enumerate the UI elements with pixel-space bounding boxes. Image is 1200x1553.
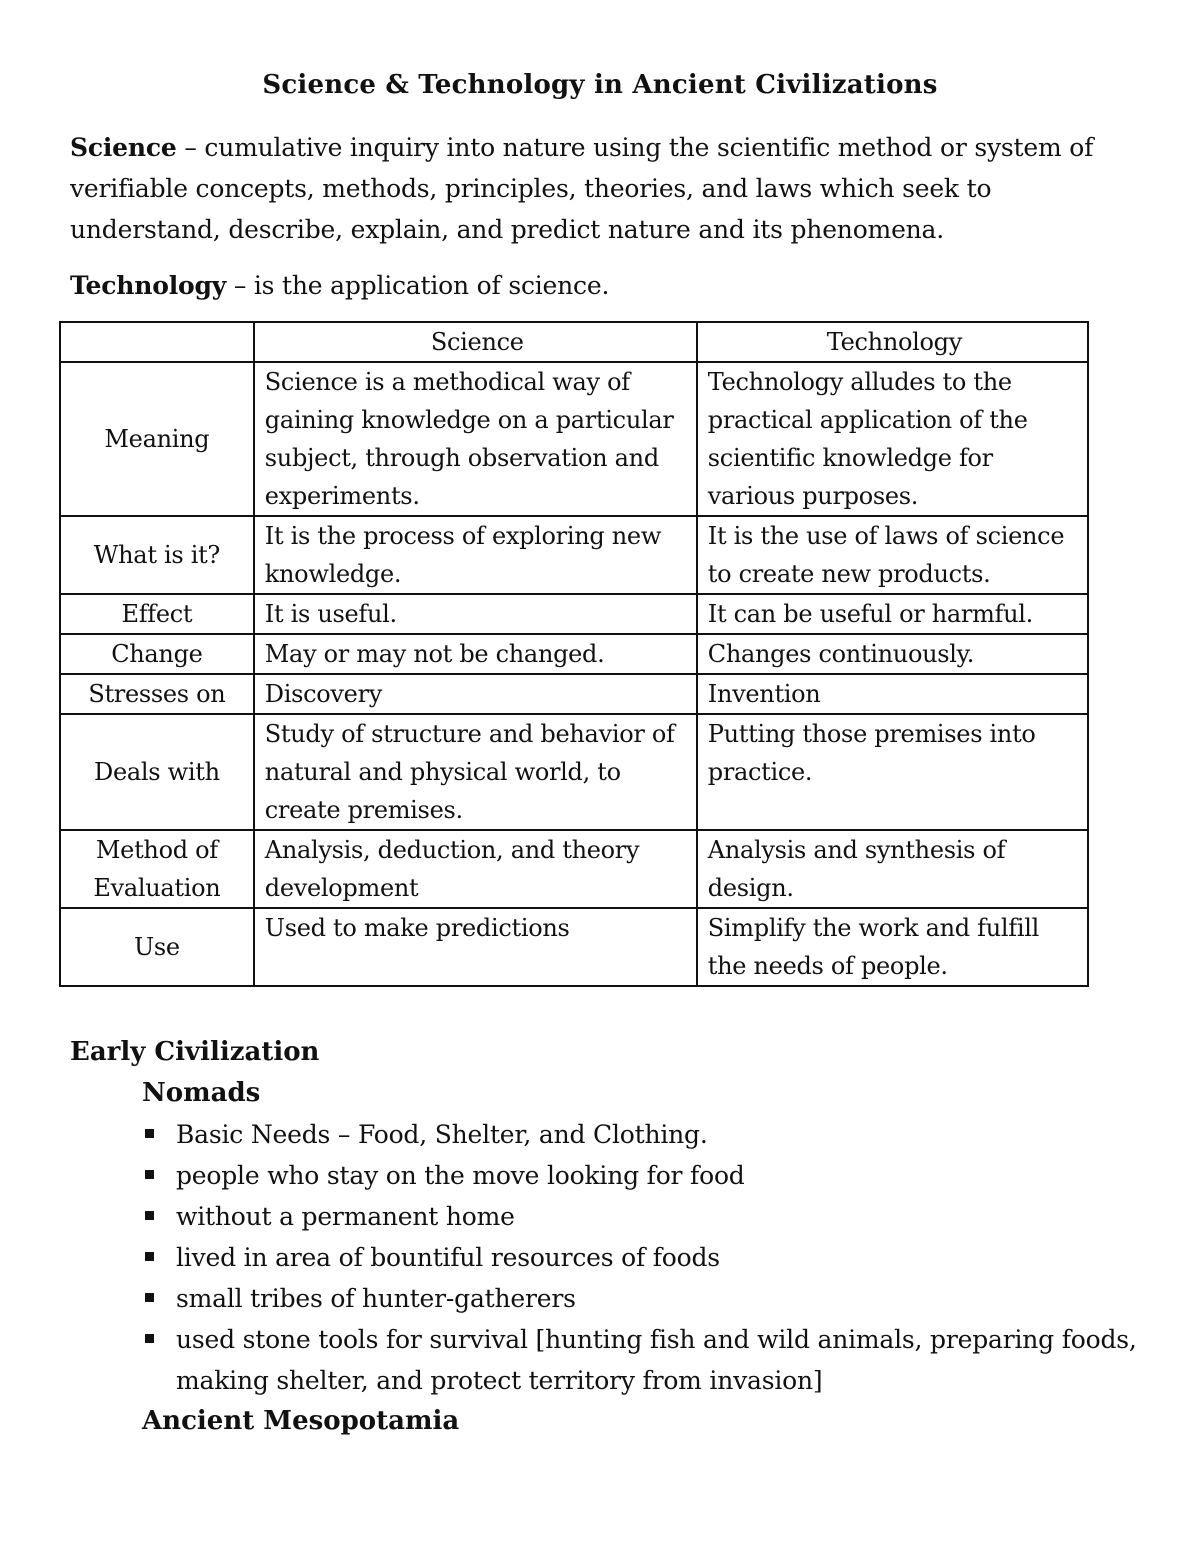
list-item-text: small tribes of hunter-gatherers: [176, 1284, 576, 1313]
technology-term: Technology: [70, 271, 227, 300]
list-item: [176, 1278, 1150, 1319]
science-definition-text: – cumulative inquiry into nature using the scientific method or system of verifiable concepts, methods, principles, theories, and laws which seek to understand, describe, explain, and predict nature and its phenomena.: [70, 133, 1094, 244]
row-label: What is it?: [60, 516, 254, 594]
square-bullet-icon: [145, 1252, 154, 1261]
row-label: Stresses on: [60, 674, 254, 714]
science-cell: It is useful.: [254, 594, 697, 634]
list-item: [176, 1319, 1150, 1401]
table-row: [60, 674, 1088, 714]
ancient-mesopotamia-heading: Ancient Mesopotamia: [142, 1406, 460, 1436]
list-item-text: people who stay on the move looking for food: [176, 1161, 745, 1190]
technology-cell: Putting those premises into practice.: [697, 714, 1088, 830]
comparison-table: [59, 321, 1089, 987]
technology-cell: Technology alludes to the practical application of the scientific knowledge for various purposes.: [697, 362, 1088, 516]
early-civilization-section: [70, 1032, 1150, 1442]
technology-cell: Changes continuously.: [697, 634, 1088, 674]
science-cell: Discovery: [254, 674, 697, 714]
science-cell: Analysis, deduction, and theory development: [254, 830, 697, 908]
nomads-list: [70, 1114, 1150, 1401]
technology-cell: It can be useful or harmful.: [697, 594, 1088, 634]
row-label: Meaning: [60, 362, 254, 516]
list-item: [176, 1196, 1150, 1237]
table-header-empty: [60, 322, 254, 362]
row-label: Deals with: [60, 714, 254, 830]
square-bullet-icon: [145, 1129, 154, 1138]
science-cell: May or may not be changed.: [254, 634, 697, 674]
table-header-science: Science: [254, 322, 697, 362]
row-label: Effect: [60, 594, 254, 634]
square-bullet-icon: [145, 1334, 154, 1343]
science-cell: Used to make predictions: [254, 908, 697, 986]
list-item: [176, 1114, 1150, 1155]
row-label: Change: [60, 634, 254, 674]
science-cell: Science is a methodical way of gaining knowledge on a particular subject, through observation and experiments.: [254, 362, 697, 516]
science-cell: It is the process of exploring new knowledge.: [254, 516, 697, 594]
technology-cell: Simplify the work and fulfill the needs of people.: [697, 908, 1088, 986]
table-row: [60, 634, 1088, 674]
list-item-text: used stone tools for survival [hunting fish and wild animals, preparing foods, making shelter, and protect territory from invasion]: [176, 1325, 1137, 1395]
table-row: [60, 830, 1088, 908]
square-bullet-icon: [145, 1211, 154, 1220]
science-term: Science: [70, 133, 177, 162]
list-item: [176, 1237, 1150, 1278]
page-title: Science & Technology in Ancient Civilizations: [262, 70, 938, 100]
table-row: [60, 362, 1088, 516]
row-label: Method of Evaluation: [60, 830, 254, 908]
square-bullet-icon: [145, 1170, 154, 1179]
technology-cell: It is the use of laws of science to create new products.: [697, 516, 1088, 594]
table-row: [60, 908, 1088, 986]
early-civilization-heading: Early Civilization: [70, 1037, 320, 1067]
technology-cell: Invention: [697, 674, 1088, 714]
list-item-text: without a permanent home: [176, 1202, 515, 1231]
technology-definition-text: – is the application of science.: [226, 271, 610, 300]
square-bullet-icon: [145, 1293, 154, 1302]
list-item-text: lived in area of bountiful resources of foods: [176, 1243, 720, 1272]
science-definition: [70, 127, 1130, 250]
table-row: [60, 594, 1088, 634]
list-item-text: Basic Needs – Food, Shelter, and Clothing.: [176, 1120, 708, 1149]
table-row: [60, 516, 1088, 594]
table-header-technology: Technology: [697, 322, 1088, 362]
science-cell: Study of structure and behavior of natural and physical world, to create premises.: [254, 714, 697, 830]
nomads-heading: Nomads: [142, 1078, 261, 1108]
row-label: Use: [60, 908, 254, 986]
list-item: [176, 1155, 1150, 1196]
technology-cell: Analysis and synthesis of design.: [697, 830, 1088, 908]
technology-definition: [70, 265, 1130, 306]
table-row: [60, 714, 1088, 830]
table-header-row: [60, 322, 1088, 362]
